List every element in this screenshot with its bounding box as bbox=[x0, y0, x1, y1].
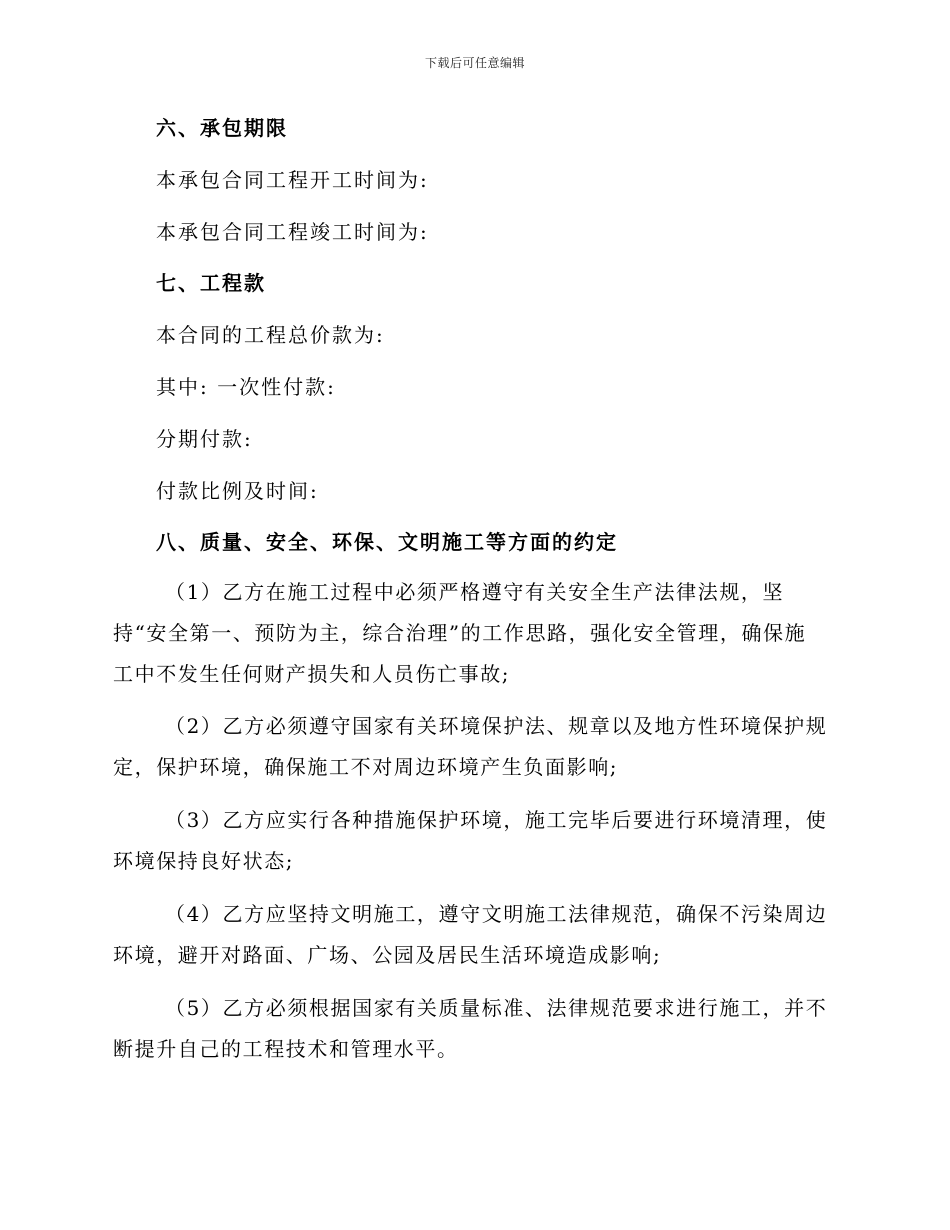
clause-3-line-1: （3）乙方应实行各种措施保护环境，施工完毕后要进行环境清理，使 bbox=[165, 808, 828, 832]
clause-5-line-1: （5）乙方必须根据国家有关质量标准、法律规范要求进行施工，并不 bbox=[165, 996, 828, 1020]
clause-2-line-2: 定，保护环境，确保施工不对周边环境产生负面影响; bbox=[113, 755, 619, 779]
end-time-line: 本承包合同工程竣工时间为: bbox=[156, 220, 429, 244]
clause-5-line-2: 断提升自己的工程技术和管理水平。 bbox=[113, 1037, 459, 1061]
section-6-heading: 六、承包期限 bbox=[156, 116, 288, 140]
clause-1-line-1: （1）乙方在施工过程中必须严格遵守有关安全生产法律法规，坚 bbox=[165, 580, 785, 604]
page-header: 下载后可任意编辑 bbox=[424, 56, 525, 70]
start-time-line: 本承包合同工程开工时间为: bbox=[156, 168, 429, 192]
clause-3 bbox=[113, 800, 833, 882]
clause-1 bbox=[113, 572, 833, 695]
total-price-line: 本合同的工程总价款为: bbox=[156, 323, 385, 347]
installment-line: 分期付款: bbox=[156, 427, 253, 451]
clause-2 bbox=[113, 706, 833, 788]
section-8-heading: 八、质量、安全、环保、文明施工等方面的约定 bbox=[156, 530, 618, 554]
payment-ratio-line: 付款比例及时间: bbox=[156, 479, 319, 503]
lump-sum-line: 其中: 一次性付款: bbox=[156, 375, 336, 399]
clause-2-line-1: （2）乙方必须遵守国家有关环境保护法、规章以及地方性环境保护规 bbox=[165, 714, 828, 738]
clause-5 bbox=[113, 988, 833, 1070]
clause-1-line-2: 持“安全第一、预防为主，综合治理”的工作思路，强化安全管理，确保施 bbox=[113, 621, 807, 645]
clause-4 bbox=[113, 894, 833, 976]
clause-3-line-2: 环境保持良好状态; bbox=[113, 849, 295, 873]
section-7-heading: 七、工程款 bbox=[156, 271, 266, 295]
clause-4-line-2: 环境，避开对路面、广场、公园及居民生活环境造成影响; bbox=[113, 943, 662, 967]
clause-4-line-1: （4）乙方应坚持文明施工，遵守文明施工法律规范，确保不污染周边 bbox=[165, 902, 828, 926]
clause-1-line-3: 工中不发生任何财产损失和人员伤亡事故; bbox=[113, 662, 511, 686]
